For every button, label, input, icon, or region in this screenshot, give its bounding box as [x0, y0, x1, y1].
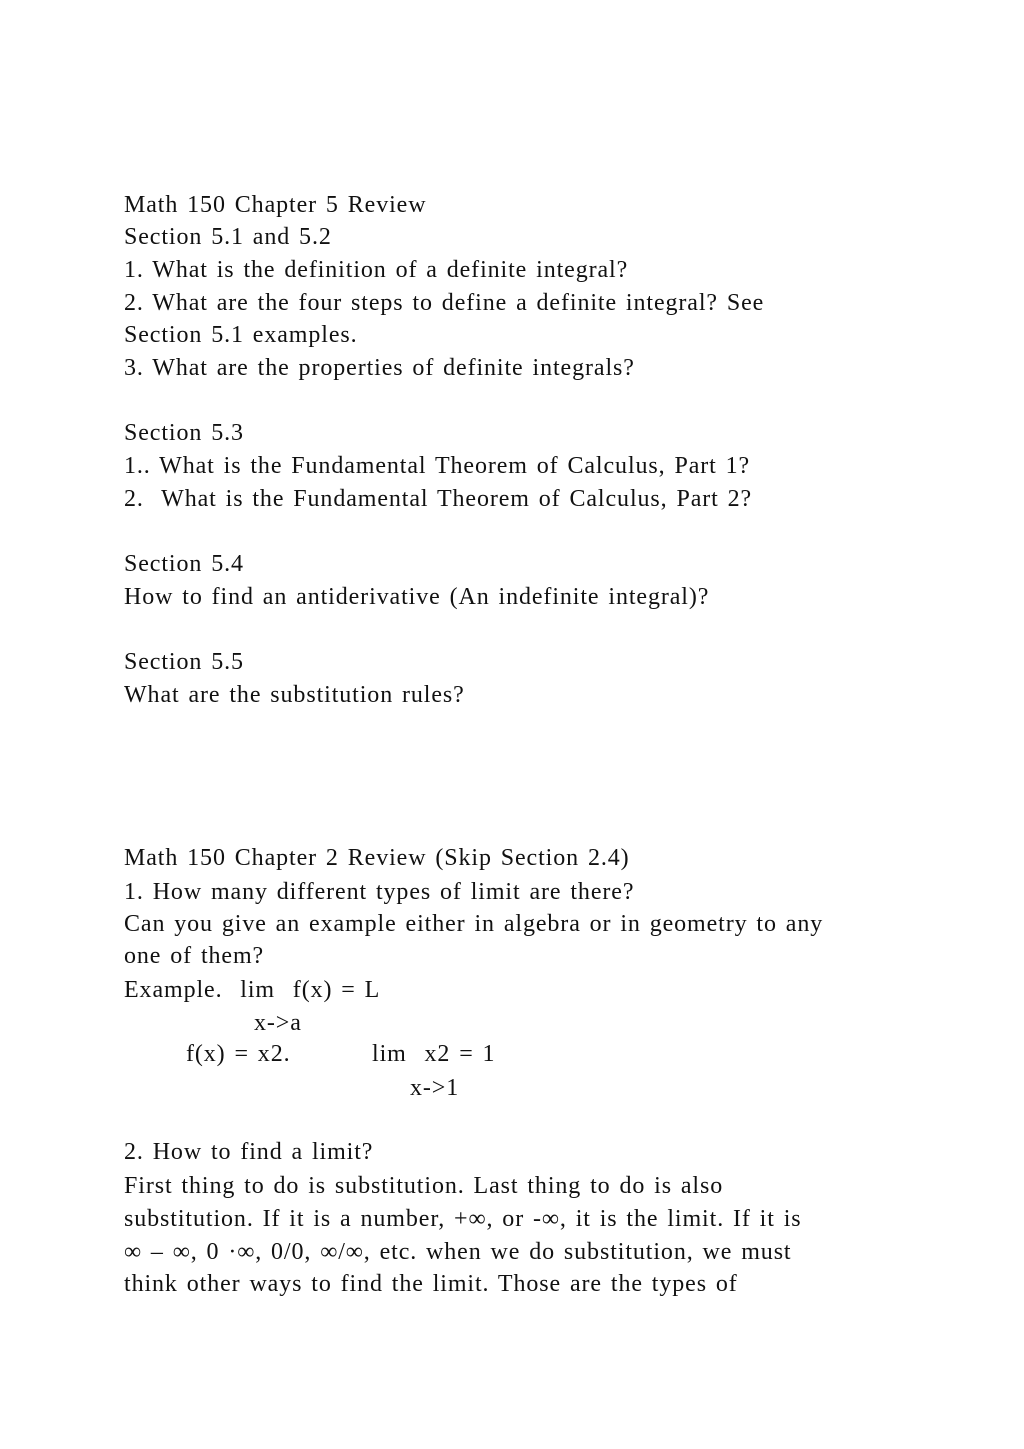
section-5-3-heading: Section 5.3: [124, 420, 244, 446]
question-2-2-text-line1: First thing to do is substitution. Last thing to do is also: [124, 1173, 724, 1199]
example-limit-2-subscript: x->1: [410, 1075, 460, 1101]
question-5-1-3: 3. What are the properties of definite integrals?: [124, 355, 635, 381]
question-5-1-1: 1. What is the definition of a definite integral?: [124, 257, 629, 283]
section-5-4-heading: Section 5.4: [124, 551, 244, 577]
example-limit-subscript: x->a: [254, 1010, 302, 1036]
question-2-1: 1. How many different types of limit are there?: [124, 879, 635, 905]
question-5-1-2-line2: Section 5.1 examples.: [124, 322, 358, 348]
section-5-1-heading: Section 5.1 and 5.2: [124, 224, 332, 250]
question-2-2: 2. How to find a limit?: [124, 1139, 374, 1165]
question-2-2-text-line3: ∞ – ∞, 0 ·∞, 0/0, ∞/∞, etc. when we do substitution, we must: [124, 1239, 792, 1265]
question-2-1-text-line1: Can you give an example either in algebra or in geometry to any: [124, 911, 824, 937]
question-5-1-2-line1: 2. What are the four steps to define a definite integral? See: [124, 290, 765, 316]
section-5-5-heading: Section 5.5: [124, 649, 244, 675]
question-5-3-1: 1.. What is the Fundamental Theorem of Calculus, Part 1?: [124, 453, 751, 479]
chapter2-title: Math 150 Chapter 2 Review (Skip Section 2.4): [124, 845, 630, 871]
question-2-1-text-line2: one of them?: [124, 943, 265, 969]
example-limit-2: lim x2 = 1: [372, 1041, 496, 1067]
chapter5-title: Math 150 Chapter 5 Review: [124, 192, 427, 218]
question-5-5: What are the substitution rules?: [124, 682, 465, 708]
question-5-4: How to find an antiderivative (An indefinite integral)?: [124, 584, 710, 610]
example-function: f(x) = x2.: [186, 1041, 291, 1067]
question-5-3-2: 2. What is the Fundamental Theorem of Calculus, Part 2?: [124, 486, 753, 512]
question-2-2-text-line2: substitution. If it is a number, +∞, or -∞, it is the limit. If it is: [124, 1206, 802, 1232]
example-limit: Example. lim f(x) = L: [124, 977, 381, 1003]
question-2-2-text-line4: think other ways to find the limit. Those are the types of: [124, 1271, 738, 1297]
